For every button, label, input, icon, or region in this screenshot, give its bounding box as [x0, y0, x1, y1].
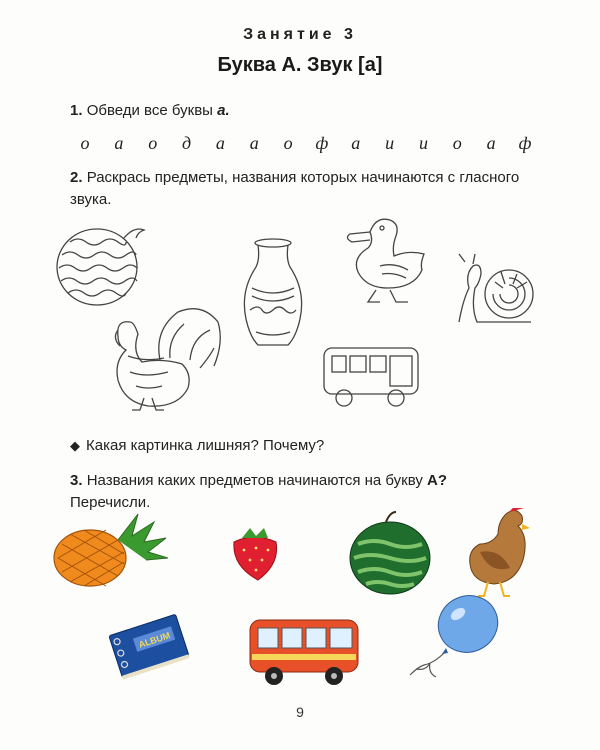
letter[interactable]: о: [283, 133, 293, 153]
lesson-label: Занятие 3: [243, 26, 357, 43]
letter[interactable]: д: [181, 133, 192, 153]
letter[interactable]: о: [148, 133, 158, 153]
task-3-number: 3.: [70, 472, 83, 489]
balloon-icon[interactable]: [398, 590, 508, 690]
rooster-icon[interactable]: [462, 508, 540, 600]
album-icon[interactable]: [108, 612, 190, 680]
letter[interactable]: ф: [315, 133, 329, 153]
bus-icon[interactable]: [244, 612, 364, 688]
letter[interactable]: а: [351, 133, 361, 153]
album-label: ALBUM: [137, 630, 172, 650]
watermelon-icon[interactable]: [346, 510, 436, 598]
lesson-title: Буква А. Звук [а]: [217, 54, 383, 76]
task-3-text: Названия каких предметов начинаются на букву: [86, 472, 423, 489]
question-text: Какая картинка лишняя? Почему?: [86, 437, 325, 454]
duck-outline-icon[interactable]: [340, 210, 435, 305]
diamond-icon: ◆: [70, 438, 80, 453]
odd-one-out-question: [70, 435, 540, 457]
letter[interactable]: а: [249, 133, 259, 153]
task-2-number: 2.: [70, 169, 83, 186]
task-1-number: 1.: [70, 102, 83, 119]
turkey-outline-icon[interactable]: [100, 300, 225, 415]
bus-outline-icon[interactable]: [318, 340, 423, 412]
letter[interactable]: и: [418, 133, 428, 153]
task-1-text: Обведи все буквы: [86, 102, 213, 119]
task-1: [70, 100, 540, 122]
letter-row: [70, 133, 540, 154]
letter[interactable]: и: [385, 133, 395, 153]
letter[interactable]: а: [114, 133, 124, 153]
task-3-target-letter: А?: [427, 472, 448, 489]
vase-outline-icon[interactable]: [238, 236, 308, 351]
task-3-text-2: Перечисли.: [70, 494, 151, 511]
task-1-target-letter: а.: [217, 102, 230, 119]
letter[interactable]: о: [80, 133, 90, 153]
strawberry-icon[interactable]: [226, 524, 284, 584]
letter[interactable]: а: [486, 133, 496, 153]
watermelon-outline-icon[interactable]: [52, 220, 147, 310]
page-number: 9: [296, 704, 304, 720]
task-2-text: Раскрась предметы, названия которых начинаются с гласного звука.: [70, 169, 520, 208]
letter[interactable]: о: [452, 133, 462, 153]
letter[interactable]: а: [215, 133, 225, 153]
letter[interactable]: ф: [518, 133, 532, 153]
task-2: [70, 167, 540, 211]
pineapple-icon[interactable]: [48, 510, 168, 590]
snail-outline-icon[interactable]: [455, 252, 535, 332]
